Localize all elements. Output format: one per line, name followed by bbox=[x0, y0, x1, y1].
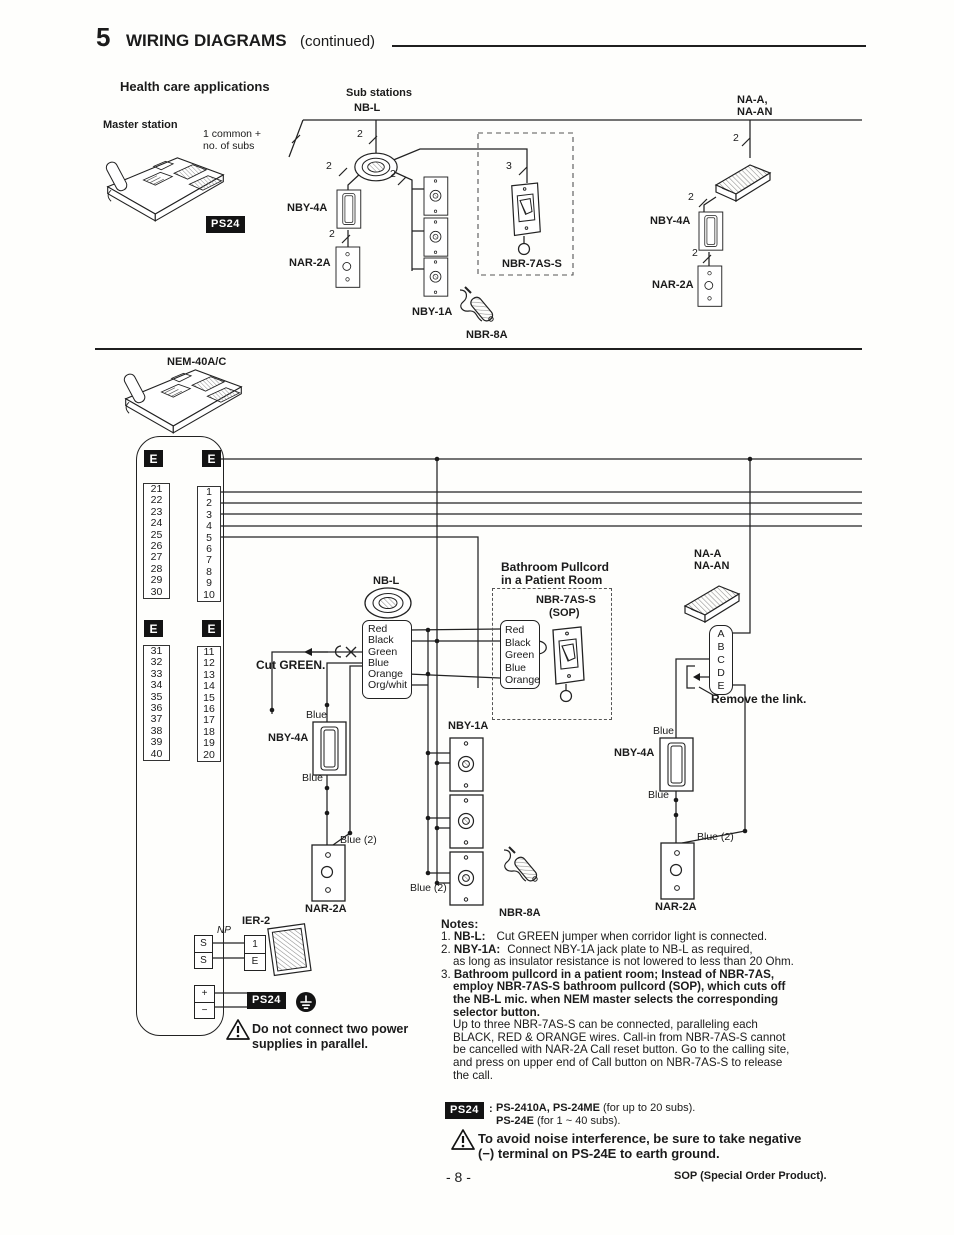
nar-2a-device bbox=[336, 247, 360, 287]
terminal-number: 8 bbox=[206, 565, 212, 578]
note-3-bold: selector button. bbox=[453, 1005, 540, 1019]
wire-count: 2 bbox=[357, 128, 363, 140]
terminal-number: 13 bbox=[203, 668, 215, 681]
terminal-letter: A bbox=[717, 628, 725, 640]
cut-green-arrow-icon bbox=[304, 648, 312, 656]
terminal-number: 2 bbox=[206, 497, 212, 510]
ps24-models: PS-2410A, PS-24ME bbox=[496, 1102, 600, 1114]
terminal-number: 22 bbox=[150, 494, 163, 507]
section-continued: (continued) bbox=[300, 33, 376, 50]
nby-1a-jack-plate bbox=[424, 177, 448, 215]
terminal-number: 24 bbox=[150, 517, 163, 530]
terminal-number: 16 bbox=[203, 703, 215, 716]
terminal-number: 37 bbox=[150, 713, 163, 726]
wire-color: Red bbox=[505, 624, 525, 636]
note-3-text: and press on upper end of Call button on NBR-7AS-S to release bbox=[453, 1055, 783, 1069]
e-terminal-badge: E bbox=[144, 620, 163, 637]
wire-color: Blue bbox=[505, 661, 527, 674]
nby-1a-jack-plate bbox=[424, 258, 448, 296]
blue-wire-label: Blue bbox=[306, 709, 328, 721]
master-station-illustration bbox=[105, 158, 224, 221]
legend-separator: : bbox=[489, 1103, 493, 1115]
wire-count: 2 bbox=[390, 168, 396, 180]
terminal-letter: D bbox=[717, 667, 725, 679]
ps24-models-note: (for 1 ~ 40 subs). bbox=[533, 1115, 621, 1127]
na-an-label: NA-AN bbox=[737, 106, 773, 118]
terminal-e: E bbox=[251, 956, 259, 968]
terminal-number: 31 bbox=[150, 645, 163, 657]
remove-link-arrow-icon bbox=[693, 673, 700, 681]
parallel-warning: supplies in parallel. bbox=[252, 1037, 369, 1051]
wire-color: Orange bbox=[505, 674, 541, 686]
terminal-number: 38 bbox=[150, 724, 163, 737]
terminal-number: 19 bbox=[203, 737, 215, 750]
e-terminal-badge: E bbox=[144, 450, 163, 467]
na-a-station-illustration bbox=[716, 165, 770, 201]
terminal-number: 9 bbox=[206, 577, 212, 590]
nb-l-label: NB-L bbox=[354, 102, 381, 114]
terminal-letter: C bbox=[717, 654, 725, 666]
earth-ground-icon bbox=[296, 992, 316, 1012]
terminal-number: 12 bbox=[203, 657, 215, 670]
note-text: Connect NBY-1A jack plate to NB-L as required, bbox=[507, 942, 753, 956]
blue-wire-label: Blue bbox=[302, 772, 324, 784]
note-label: NB-L: bbox=[453, 930, 486, 943]
noise-warning: (−) terminal on PS-24E to earth ground. bbox=[478, 1146, 720, 1161]
nby-4a-device bbox=[313, 722, 346, 775]
power-terminals-box bbox=[194, 985, 215, 1019]
warning-triangle-icon bbox=[227, 1020, 249, 1039]
terminal-number: 5 bbox=[206, 531, 212, 544]
terminal-number: 17 bbox=[203, 714, 215, 727]
terminal-number: 34 bbox=[150, 679, 163, 692]
section-title: WIRING DIAGRAMS bbox=[126, 31, 287, 50]
terminal-number: 6 bbox=[206, 543, 212, 556]
nby-4a-label: NBY-4A bbox=[614, 747, 655, 759]
nar-2a-label: NAR-2A bbox=[289, 257, 331, 269]
nby-4a-label: NBY-4A bbox=[650, 215, 691, 227]
terminal-number: 30 bbox=[150, 585, 163, 598]
section-divider bbox=[95, 348, 862, 350]
terminal-column-31-40 bbox=[143, 645, 170, 761]
bathroom-title: in a Patient Room bbox=[501, 573, 603, 587]
terminal-number: 10 bbox=[203, 588, 215, 601]
nem-label: NEM-40A/C bbox=[167, 356, 227, 368]
nar-2a-label: NAR-2A bbox=[652, 279, 694, 291]
na-a-station-illustration bbox=[685, 586, 739, 622]
note-number: 3. bbox=[441, 967, 451, 981]
e-terminal-badge: E bbox=[202, 620, 221, 637]
nb-l-wire-color-box bbox=[362, 620, 412, 699]
master-station-label: Master station bbox=[103, 119, 178, 131]
np-label: NP bbox=[217, 925, 231, 936]
terminal-number: 3 bbox=[206, 508, 212, 521]
note-3-text: be cancelled with NAR-2A Call reset button. Go to the calling site, bbox=[453, 1043, 790, 1057]
nem-master-illustration bbox=[123, 370, 242, 433]
wire-count: 2 bbox=[692, 247, 698, 259]
page-number: - 8 - bbox=[446, 1169, 471, 1185]
notes-block bbox=[441, 917, 871, 1082]
terminal-column-1-10 bbox=[197, 486, 221, 602]
ps24-models: PS-24E bbox=[496, 1115, 534, 1127]
nby-1a-jack-plate bbox=[450, 738, 483, 791]
terminal-number: 28 bbox=[150, 562, 163, 575]
terminal-number: 11 bbox=[203, 646, 215, 658]
terminal-number: 39 bbox=[150, 736, 163, 749]
wire-count: 2 bbox=[326, 160, 332, 172]
wire-color: Black bbox=[505, 636, 531, 649]
terminal-number: 36 bbox=[150, 702, 163, 715]
nby-4a-label: NBY-4A bbox=[287, 202, 328, 214]
common-wires-label: 1 common + bbox=[203, 128, 262, 140]
s-terminals-box bbox=[194, 935, 213, 969]
terminal-number: 20 bbox=[203, 748, 215, 761]
blue-wire-label: Blue bbox=[653, 725, 675, 737]
terminal-number: 1 bbox=[206, 486, 212, 498]
nby-4a-device bbox=[699, 212, 723, 250]
nar-2a-device bbox=[698, 266, 722, 306]
terminal-number: 25 bbox=[150, 528, 163, 541]
blue-wire-label: Blue bbox=[648, 789, 670, 801]
wire-color: Black bbox=[368, 634, 394, 647]
nby-1a-label: NBY-1A bbox=[448, 720, 489, 732]
terminal-number: 35 bbox=[150, 690, 163, 703]
note-number: 1. bbox=[441, 930, 451, 943]
note-text-bold: Bathroom pullcord in a patient room; Instead of NBR-7AS, bbox=[453, 967, 775, 981]
nbr-7as-s-label: NBR-7AS-S bbox=[502, 258, 562, 270]
footer-note: SOP (Special Order Product). bbox=[674, 1170, 827, 1182]
ier2-terminals-box bbox=[244, 935, 266, 971]
terminal-1: 1 bbox=[245, 936, 265, 954]
terminal-number: 18 bbox=[203, 725, 215, 738]
bathroom-title: Bathroom Pullcord bbox=[501, 560, 610, 574]
terminal-number: 40 bbox=[150, 747, 163, 760]
ier-2-label: IER-2 bbox=[242, 915, 271, 927]
note-label: NBY-1A: bbox=[453, 942, 501, 956]
note-3-text: BLACK, RED & ORANGE wires. Call-in from NBR-7AS-S cannot bbox=[453, 1030, 786, 1044]
nbr-8a-label: NBR-8A bbox=[466, 329, 508, 341]
subsection-title: Health care applications bbox=[120, 79, 270, 94]
cut-green-label: Cut GREEN. bbox=[256, 658, 326, 672]
wire-count: 3 bbox=[506, 160, 512, 172]
wire-color: Orange bbox=[368, 668, 404, 681]
section-number: 5 bbox=[96, 22, 111, 52]
blue-2-wire-label: Blue (2) bbox=[410, 882, 447, 894]
terminal-column-21-30 bbox=[143, 483, 170, 599]
warning-triangle-icon bbox=[452, 1130, 474, 1149]
nby-4a-device bbox=[337, 190, 361, 228]
title-rule bbox=[392, 45, 866, 47]
nar-2a-device bbox=[661, 843, 694, 899]
note-text: Cut GREEN jumper when corridor light is connected. bbox=[496, 930, 768, 943]
wire-count: 2 bbox=[688, 191, 694, 203]
nbr-8a-label: NBR-8A bbox=[499, 907, 541, 919]
terminal-plus: + bbox=[195, 986, 214, 1003]
nby-1a-jack-plate bbox=[450, 852, 483, 905]
terminal-minus: − bbox=[201, 1004, 208, 1016]
terminal-number: 4 bbox=[206, 520, 212, 533]
terminal-number: 27 bbox=[150, 551, 163, 564]
na-a-label: NA-A, bbox=[737, 94, 768, 106]
ps24-models-note: (for up to 20 subs). bbox=[599, 1102, 696, 1114]
wire-color: Org/whit bbox=[368, 679, 408, 692]
na-an-label: NA-AN bbox=[694, 560, 730, 572]
wire-count: 2 bbox=[733, 132, 739, 144]
sop-label: (SOP) bbox=[549, 607, 580, 619]
nby-4a-label: NBY-4A bbox=[268, 732, 309, 744]
nbr-8a-pendant-illustration bbox=[504, 847, 539, 883]
common-wires-label: no. of subs bbox=[203, 140, 255, 152]
nbr-7as-s-pull-station bbox=[512, 183, 541, 235]
terminal-number: 29 bbox=[150, 574, 163, 587]
ps24-badge: PS24 bbox=[445, 1102, 484, 1119]
terminal-s: S bbox=[200, 954, 207, 966]
note-3-text: Up to three NBR-7AS-S can be connected, paralleling each bbox=[453, 1018, 758, 1032]
blue-2-wire-label: Blue (2) bbox=[340, 834, 377, 846]
nb-l-speaker-icon bbox=[365, 588, 411, 618]
ier-2-chime-illustration bbox=[268, 924, 311, 976]
top-diagram-wires bbox=[289, 120, 862, 275]
noise-warning: To avoid noise interference, be sure to take negative bbox=[478, 1131, 802, 1146]
ps24-models-line-1 bbox=[496, 1102, 695, 1114]
terminal-column-11-20 bbox=[197, 646, 221, 762]
terminal-letter: E bbox=[717, 680, 725, 692]
nby-1a-label: NBY-1A bbox=[412, 306, 453, 318]
nby-4a-device bbox=[660, 738, 693, 791]
terminal-number: 33 bbox=[150, 667, 163, 680]
wire-color: Red bbox=[368, 623, 388, 635]
note-3-text: the call. bbox=[453, 1068, 493, 1082]
terminal-letter: B bbox=[717, 641, 725, 653]
nar-2a-label: NAR-2A bbox=[305, 903, 347, 915]
wire-color: Green bbox=[368, 645, 398, 658]
nb-l-label: NB-L bbox=[373, 575, 400, 587]
remove-link-label: Remove the link. bbox=[711, 692, 807, 706]
nbr-7as-s-label: NBR-7AS-S bbox=[536, 594, 596, 606]
nar-2a-device bbox=[312, 845, 345, 901]
ps24-models-line-2 bbox=[496, 1115, 620, 1127]
e-terminal-badge: E bbox=[202, 450, 221, 467]
notes-title: Notes: bbox=[441, 917, 479, 931]
note-3-bold: employ NBR-7AS-S bathroom pullcord (SOP), which cuts off bbox=[453, 980, 786, 994]
terminal-number: 32 bbox=[150, 656, 163, 669]
wire-color: Green bbox=[505, 649, 535, 661]
terminal-number: 23 bbox=[150, 505, 163, 518]
ps24-badge: PS24 bbox=[206, 216, 245, 233]
terminal-number: 26 bbox=[150, 540, 163, 553]
sub-stations-label: Sub stations bbox=[346, 87, 413, 99]
note-1 bbox=[441, 931, 871, 944]
note-3-bold: the NB-L mic. when NEM master selects the corresponding bbox=[453, 992, 779, 1006]
parallel-warning: Do not connect two power bbox=[252, 1022, 409, 1036]
pullcord-wire-color-box bbox=[500, 620, 540, 689]
ps24-badge: PS24 bbox=[247, 992, 286, 1009]
na-a-terminal-block bbox=[709, 625, 733, 695]
nbr-8a-pendant-illustration bbox=[460, 287, 495, 323]
na-a-label: NA-A bbox=[694, 548, 722, 560]
wire-count: 2 bbox=[329, 228, 335, 240]
note-number: 2. bbox=[441, 942, 451, 956]
note-2-cont: as long as insulator resistance is not lowered to less than 20 Ohm. bbox=[453, 955, 794, 969]
terminal-number: 21 bbox=[150, 483, 163, 495]
nby-1a-jack-plate bbox=[450, 795, 483, 848]
nar-2a-label: NAR-2A bbox=[655, 901, 697, 913]
terminal-s: S bbox=[195, 936, 212, 953]
nby-1a-jack-plate bbox=[424, 218, 448, 256]
blue-2-wire-label: Blue (2) bbox=[697, 831, 734, 843]
wire-color: Blue bbox=[368, 656, 390, 669]
terminal-number: 7 bbox=[206, 554, 212, 567]
terminal-number: 14 bbox=[203, 680, 215, 693]
terminal-number: 15 bbox=[203, 691, 215, 704]
